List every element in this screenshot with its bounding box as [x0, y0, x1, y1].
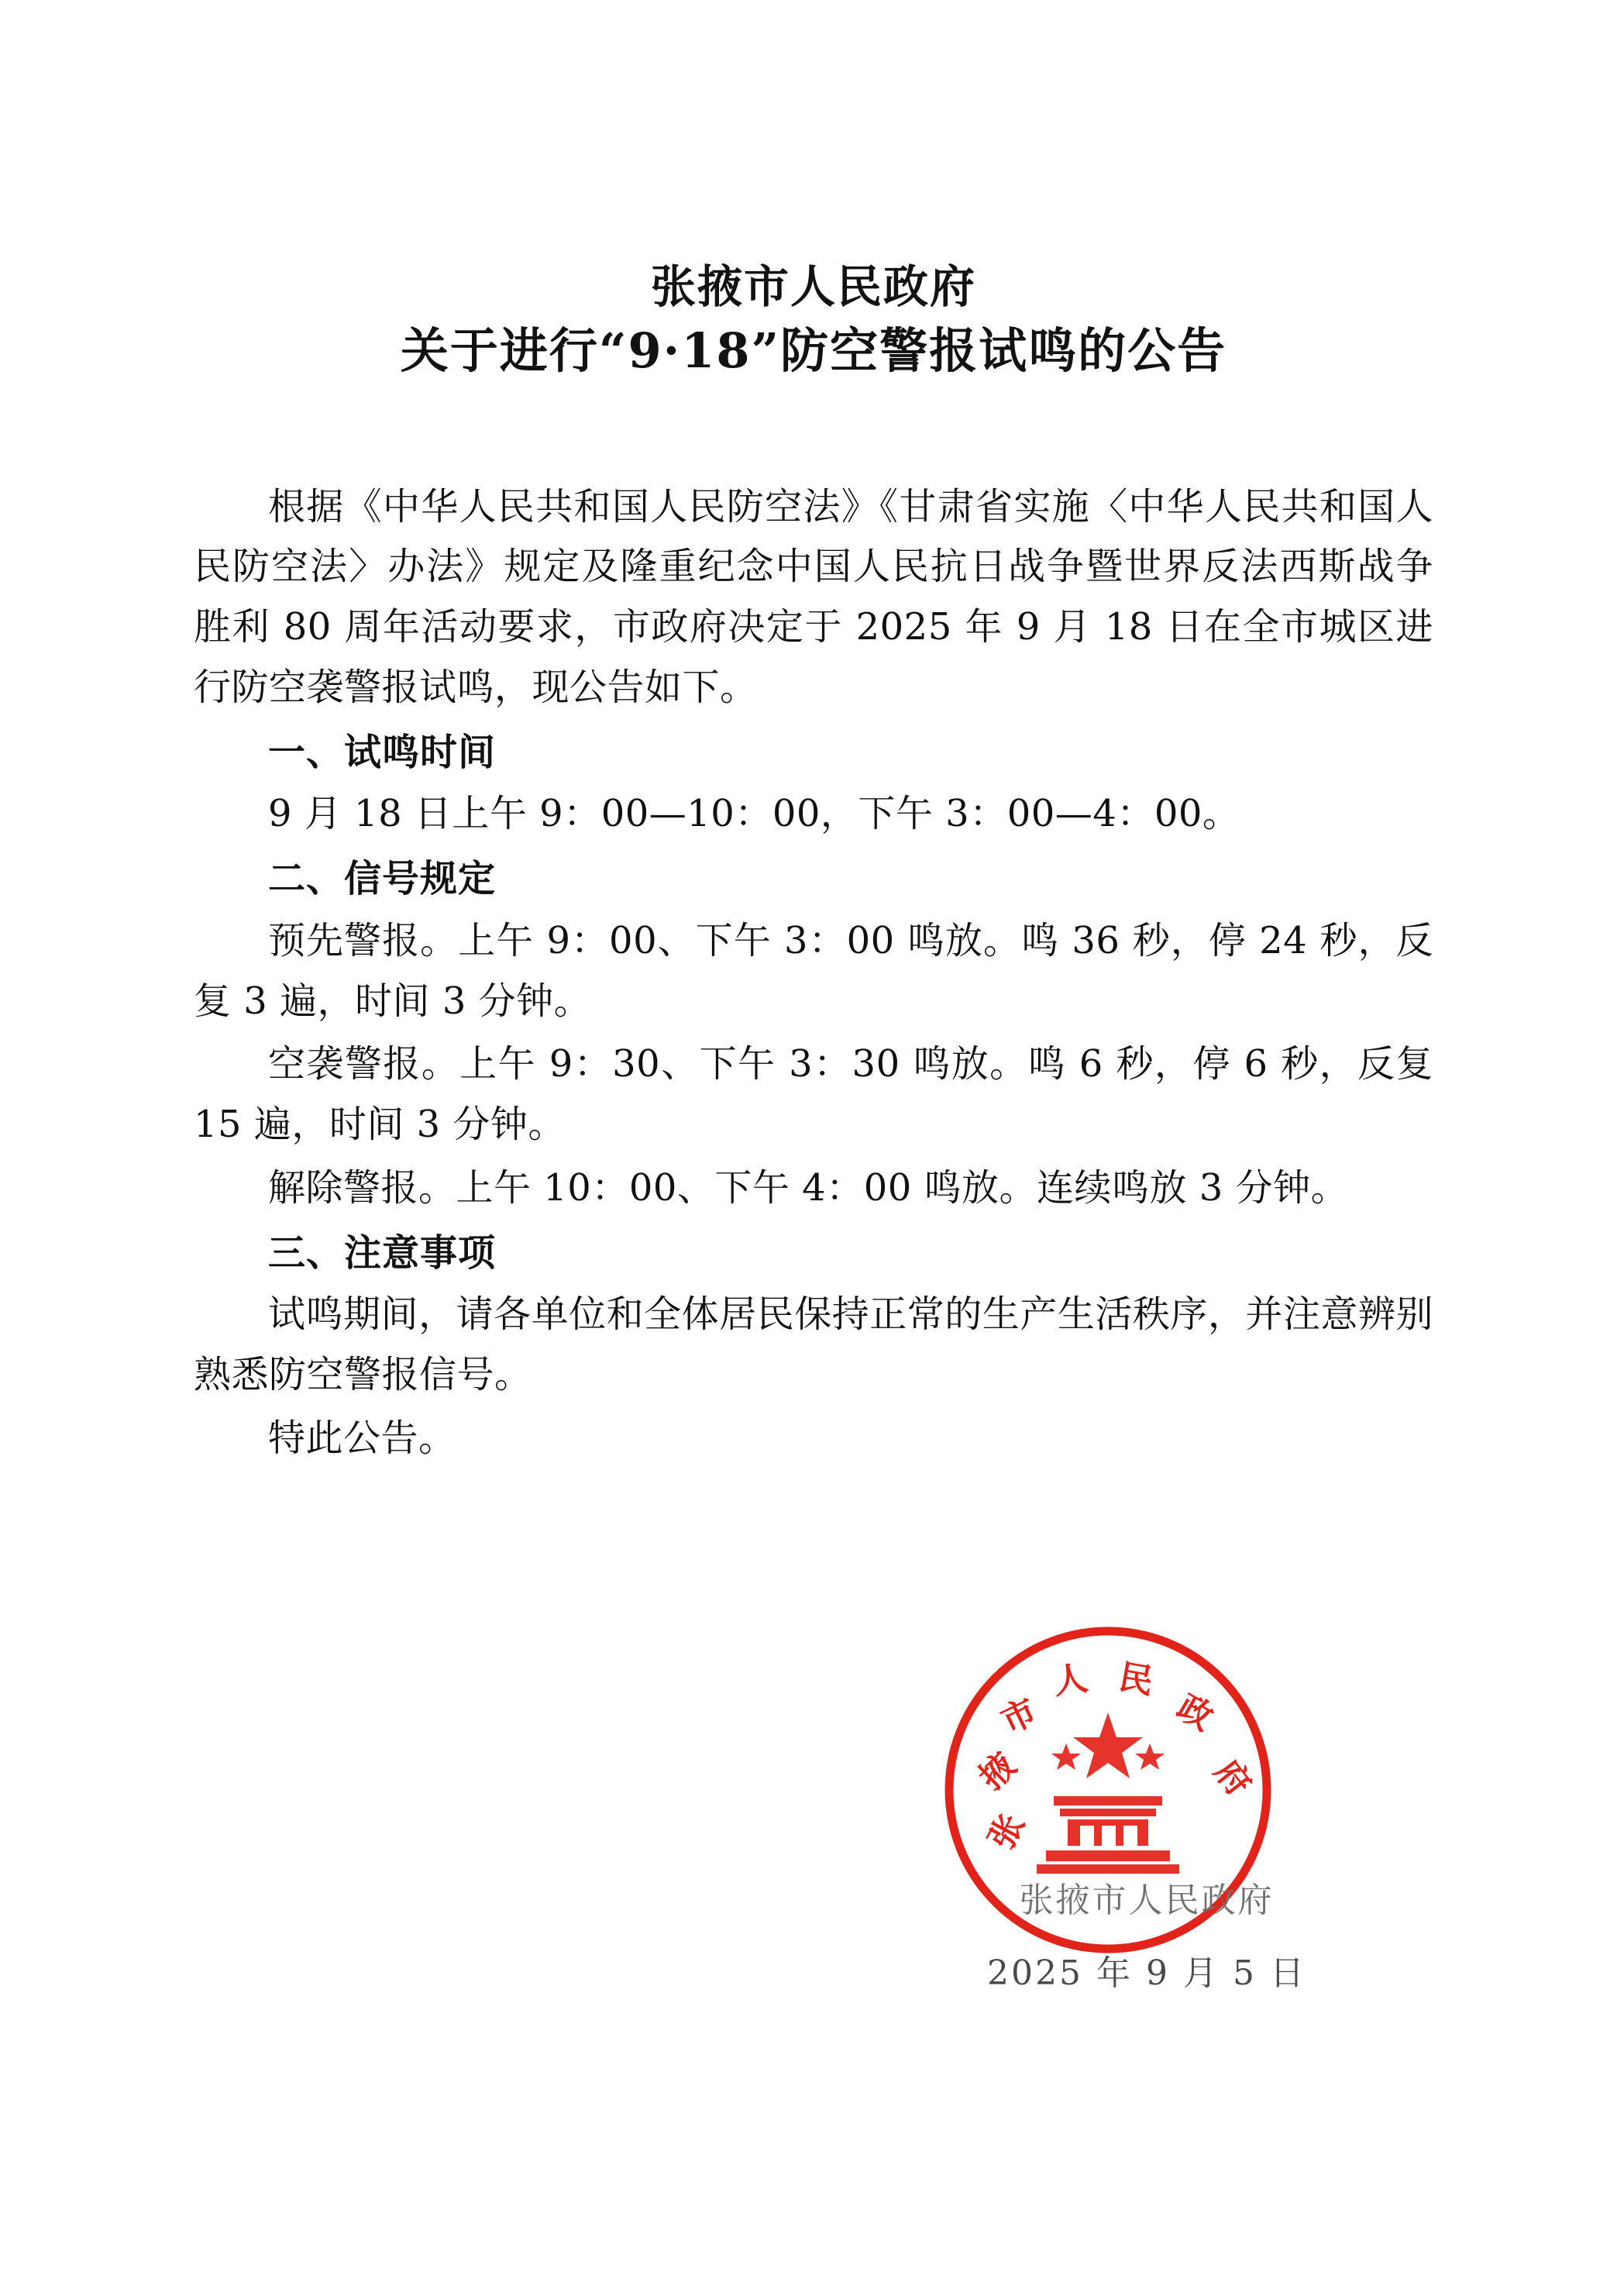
- section-heading-1: 一、试鸣时间: [268, 730, 497, 774]
- section-heading-2: 二、信号规定: [268, 857, 497, 901]
- signature-block: [891, 1620, 1433, 2053]
- svg-text:掖: 掖: [972, 1745, 1024, 1798]
- title-line-2: 关于进行“9·18”防空警报试鸣的公告: [400, 322, 1227, 380]
- signature-date: 2025 年 9 月 5 日: [987, 1953, 1306, 1993]
- section-2-paragraph-1: 预先警报。上午 9：00、下午 3：00 鸣放。鸣 36 秒，停 24 秒，反复 3 遍，时间 3 分钟。: [194, 918, 1433, 1023]
- svg-text:人: 人: [1051, 1658, 1091, 1702]
- svg-text:府: 府: [1206, 1752, 1259, 1804]
- signature-name: 张掖市人民政府: [1019, 1881, 1275, 1920]
- section-heading-3: 三、注意事项: [268, 1231, 497, 1275]
- document-body: [194, 256, 1433, 1472]
- svg-text:民: 民: [1116, 1657, 1157, 1702]
- section-2-paragraph-3: 解除警报。上午 10：00、下午 4：00 鸣放。连续鸣放 3 分钟。: [268, 1165, 1349, 1210]
- document-title: [194, 256, 1433, 384]
- svg-text:张: 张: [981, 1807, 1033, 1857]
- intro-paragraph: 根据《中华人民共和国人民防空法》《甘肃省实施〈中华人民共和国人民防空法〉办法》规定及隆重纪念中国人民抗日战争暨世界反法西斯战争胜利 80 周年活动要求，市政府决定于 2025 年 9 月 18 日在全市城区进行防空袭警报试鸣，现公告如下。: [194, 484, 1433, 709]
- section-3-paragraph-2: 特此公告。: [268, 1416, 456, 1460]
- section-2-paragraph-2: 空袭警报。上午 9：30、下午 3：30 鸣放。鸣 6 秒，停 6 秒，反复 15 遍，时间 3 分钟。: [194, 1042, 1433, 1147]
- section-3-paragraph-1: 试鸣期间，请各单位和全体居民保持正常的生产生活秩序，并注意辨别熟悉防空警报信号。: [194, 1293, 1433, 1397]
- title-line-1: 张掖市人民政府: [650, 260, 976, 313]
- svg-text:政: 政: [1170, 1687, 1220, 1739]
- svg-text:市: 市: [995, 1691, 1044, 1742]
- section-1-paragraph-1: 9 月 18 日上午 9：00—10：00，下午 3：00—4：00。: [268, 792, 1240, 836]
